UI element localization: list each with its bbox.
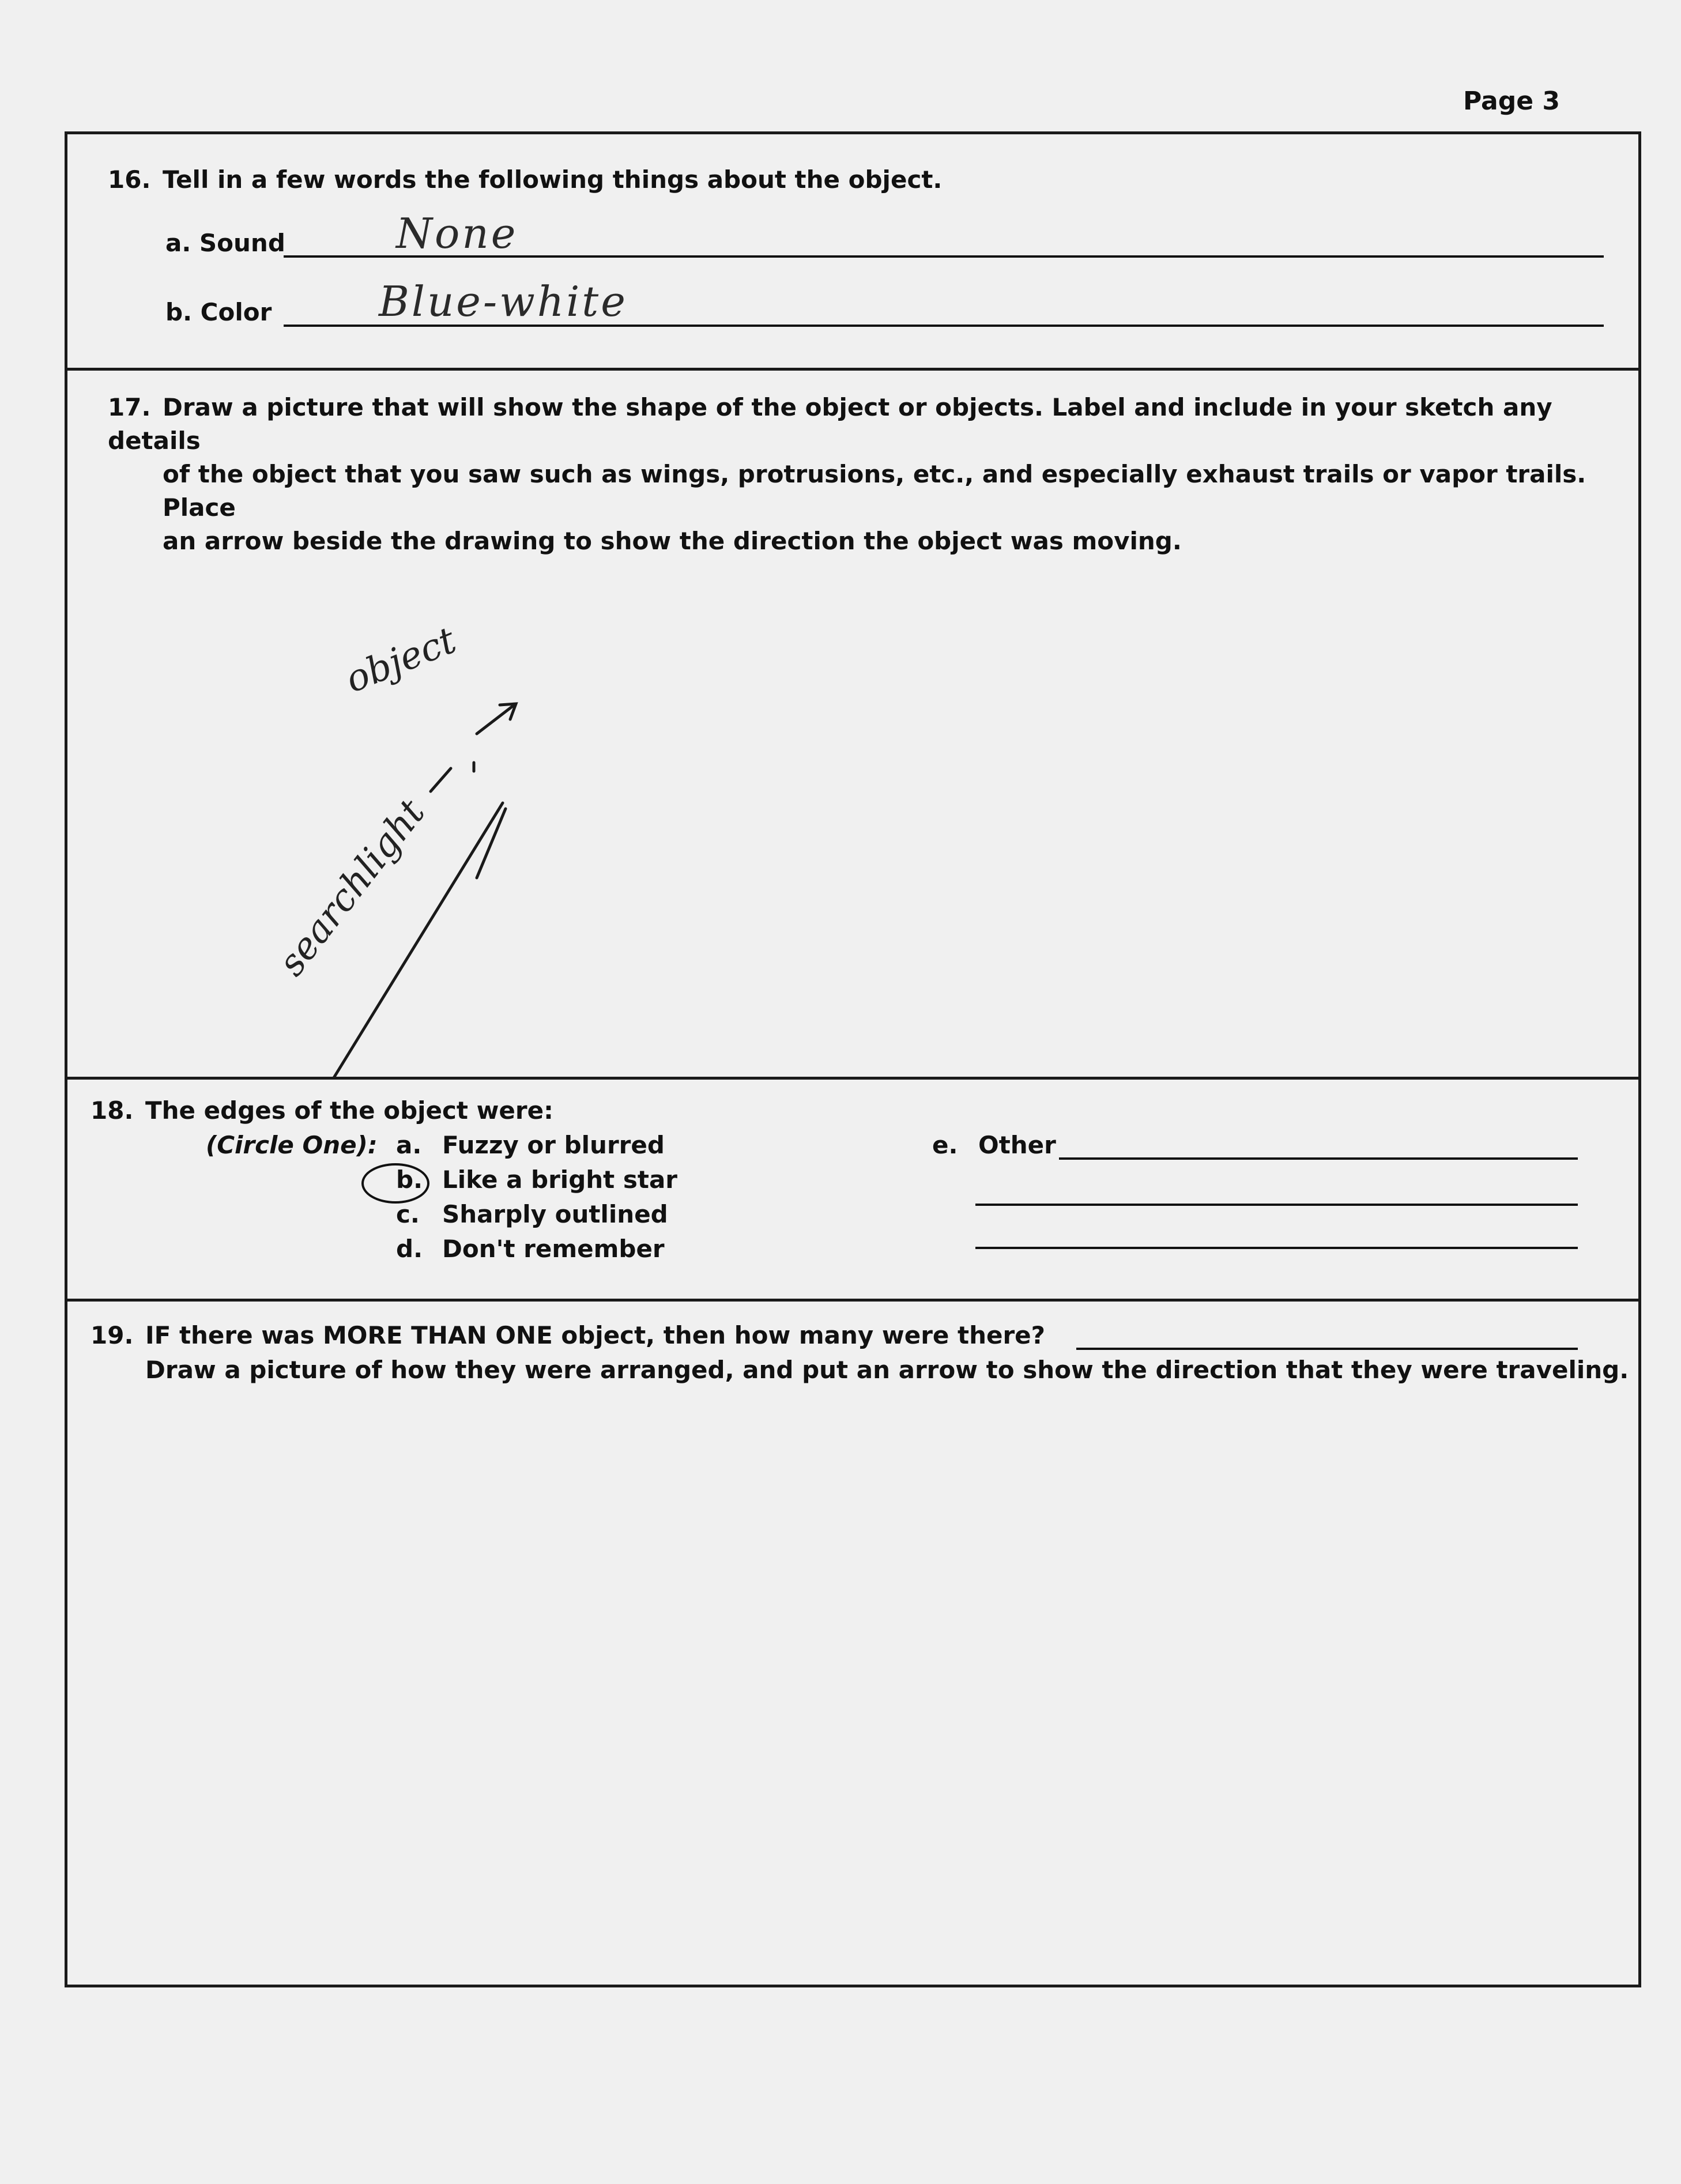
q19-prompt-line2: Draw a picture of how they were arranged, and put an arrow to show the direction that they were traveling.	[145, 1356, 1629, 1384]
q19-prompt-line1: 19. IF there was MORE THAN ONE object, then how many were there?	[91, 1321, 1046, 1349]
object-mark	[431, 768, 451, 791]
q18-option-a[interactable]: a. Fuzzy or blurred	[396, 1131, 665, 1159]
q16-prompt: 16. Tell in a few words the following things about the object.	[108, 165, 943, 194]
q16-sound-answer: None	[396, 209, 518, 258]
q18-prompt: 18. The edges of the object were:	[91, 1096, 553, 1125]
object-arrow-shaft	[477, 705, 514, 734]
question-18	[67, 1080, 1638, 1302]
sketch-label-object: object	[340, 618, 462, 701]
q18-other-line-1[interactable]	[1059, 1157, 1578, 1160]
question-19	[67, 1302, 1638, 1985]
q17-prompt: 17. Draw a picture that will show the shape of the object or objects. Label and include in your sketch any details of the object that you saw such as wings, protrusions, etc., and especially exhaust trails or vapor trails. Place an arrow beside the drawing to show the direction the object was moving.	[108, 393, 1586, 555]
q19-count-line[interactable]	[1076, 1348, 1578, 1350]
questionnaire-form	[65, 131, 1641, 1987]
q16-sound-label: a. Sound	[165, 229, 285, 257]
sketch-label-searchlight: searchlight	[270, 791, 434, 984]
sketch-drawing	[287, 618, 661, 1080]
q18-other-line-2[interactable]	[975, 1204, 1578, 1206]
q16-color-answer: Blue-white	[379, 277, 628, 326]
q19-drawing-area[interactable]	[91, 1400, 1615, 1962]
question-17	[67, 371, 1638, 1080]
page-number: Page 3	[1463, 86, 1560, 116]
question-16	[67, 134, 1638, 371]
q18-other-line-3[interactable]	[975, 1247, 1578, 1249]
q18-option-d[interactable]: d. Don't remember	[396, 1235, 665, 1263]
q16-color-label: b. Color	[165, 298, 272, 326]
q18-option-e[interactable]: e. Other	[932, 1131, 1056, 1159]
q18-circle-one: (Circle One):	[206, 1131, 378, 1159]
q18-option-c[interactable]: c. Sharply outlined	[396, 1200, 668, 1228]
q17-sketch-area	[270, 618, 661, 1080]
q18-option-b[interactable]: b. Like a bright star	[396, 1165, 678, 1194]
